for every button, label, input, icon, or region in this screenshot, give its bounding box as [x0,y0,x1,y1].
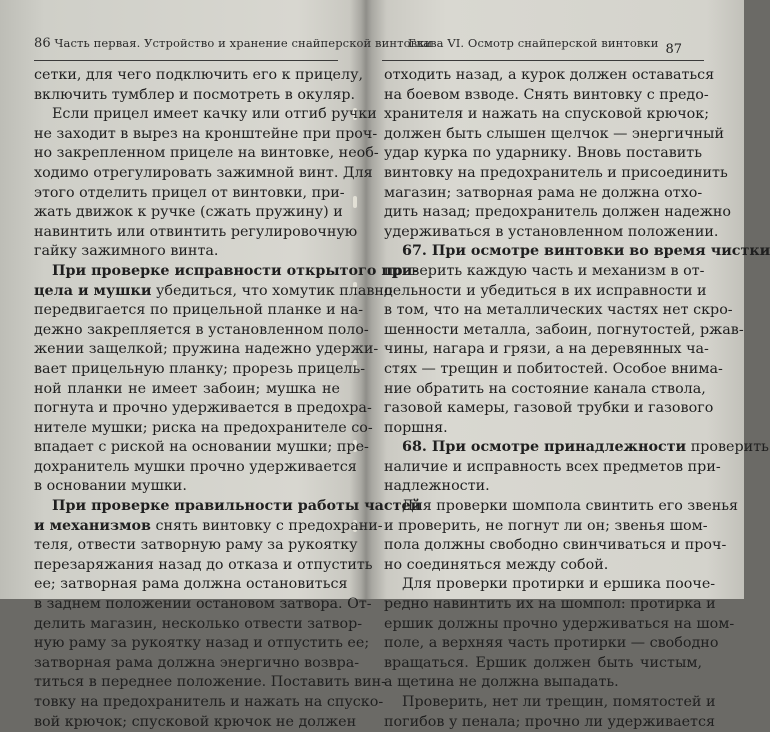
text-line [34,282,393,302]
line-text: но закрепленном прицеле на винтовке, необ- [34,145,379,162]
text-line [34,595,372,615]
page-number-left: 86 [34,36,51,51]
body-text-right [384,66,770,732]
text-line [34,575,348,595]
text-line [34,497,422,517]
text-line [384,497,739,517]
text-line [34,713,357,732]
text-line [34,105,377,125]
line-text: погнута и прочно удерживается в предохра- [34,400,372,417]
text-line [384,144,702,164]
header-rule-left [34,60,338,61]
text-line [34,536,358,556]
page-number-right: 87 [665,42,682,57]
line-text: удар курка по ударнику. Вновь поставить [384,145,702,162]
text-line [34,86,356,106]
text-line [384,203,732,223]
text-line [384,321,744,341]
line-text: товку на предохранитель и нажать на спуско- [34,694,384,710]
line-text: дельности и убедиться в их исправности и [384,282,707,299]
line-text: магазин; затворная рама не должна отхо- [384,184,703,201]
text-line [34,242,340,262]
text-line [34,340,379,360]
bold-heading-text: и механизмов [34,517,151,534]
line-text: в заднем положении остановом затвора. От- [34,596,372,613]
line-text: проверить [686,439,769,456]
text-line [384,66,715,86]
text-line [34,380,340,400]
line-text: пола должны свободно свинчиваться и проч- [384,537,727,554]
text-line [34,184,345,204]
line-text: Проверить, нет ли трещин, помятостей и [402,694,716,710]
line-text: снять винтовку с предохрани- [150,517,383,534]
line-text: перезаряжания назад до отказа и отпустить [34,556,373,573]
text-line [384,556,702,576]
text-line [34,223,358,243]
line-text: дить назад; предохранитель должен надежно [384,204,732,221]
line-text: не заходит в вырез на кронштейне при проч- [34,125,378,142]
text-line [34,419,373,439]
line-text: передвигается по прицельной планке и на- [34,302,364,319]
text-line [384,615,735,635]
header-rule-right [382,60,704,61]
line-text: в основании мушки. [34,478,187,495]
text-line [384,184,702,204]
text-line [384,575,716,595]
line-text: отходить назад, а курок должен оставаться [384,67,715,83]
text-line [384,654,702,674]
text-line [34,164,373,184]
text-line [34,654,360,674]
text-line [384,693,716,713]
line-text: впадает с риской на основании мушки; пре- [34,439,369,456]
line-text: удерживаться в установленном положении. [384,223,719,240]
text-line [34,66,364,86]
line-text: Если прицел имеет качку или отгиб ручки [52,106,377,123]
line-text: поле, а верхняя часть протирки — свободно [384,635,719,652]
text-line [384,673,702,693]
line-text: проверить каждую часть и механизм в от- [384,262,705,279]
line-text: и проверить, не погнут ли он; звенья шом- [384,517,708,534]
running-head-text-right: Глава VI. Осмотр снайперской винтовки [408,36,659,50]
line-text: вращаться. Ершик должен быть чистым, [384,654,702,671]
text-line [34,615,363,635]
line-text: ее; затворная рама должна остановиться [34,576,348,593]
text-line [384,301,733,321]
bold-heading-text: При проверке правильности работы частей [52,498,422,515]
text-line [384,340,709,360]
text-line [34,125,378,145]
text-line [384,380,706,400]
line-text: жать движок к ручке (сжать пружину) и [34,204,343,221]
line-text: теля, отвести затворную раму за рукоятку [34,537,358,554]
text-line [34,634,370,654]
line-text: затворная рама должна энергично возвра- [34,654,360,671]
text-line [34,438,369,458]
text-line [34,144,379,164]
line-text: убедиться, что хомутик плавно [151,282,393,299]
line-text: стях — трещин и побитостей. Особое внима- [384,360,723,377]
text-line [384,125,724,145]
line-text: гайку зажимного винта. [34,243,219,260]
line-text: включить тумблер и посмотреть в окуляр. [34,86,356,103]
text-line [384,105,710,125]
line-text: погибов у пенала; прочно ли удерживается [384,713,715,730]
line-text: но соединяться между собой. [384,556,609,573]
line-text: этого отделить прицел от винтовки, при- [34,184,345,201]
text-line [384,438,769,458]
line-text: поршня. [384,419,448,436]
text-line [34,360,366,380]
text-line [384,360,723,380]
line-text: чины, нагара и грязи, а на деревянных ча- [384,341,709,358]
text-line [34,693,384,713]
line-text: дежно закрепляется в установленном поло- [34,321,369,338]
line-text: в том, что на металлических частях нет скро- [384,302,733,319]
line-text: шенности металла, забоин, погнутостей, ржав- [384,321,744,338]
line-text: Для проверки шомпола свинтить его звенья [402,498,739,515]
text-line [34,458,357,478]
bold-heading-text: При проверке исправности открытого при- [52,262,419,279]
line-text: нителе мушки; риска на предохранителе со- [34,419,373,436]
bold-heading-text: цела и мушки [34,282,152,299]
bold-heading-text: 68. При осмотре принадлежности [402,439,687,456]
text-line [34,517,383,537]
line-text: вает прицельную планку; прорезь прицель- [34,360,366,377]
line-text: хранителя и нажать на спусковой крючок; [384,106,710,123]
line-text: винтовку на предохранитель и присоединить [384,164,728,181]
text-line [34,673,387,693]
text-line [384,282,707,302]
text-line [384,399,714,419]
line-text: ние обратить на состояние канала ствола, [384,380,706,397]
line-text: газовой камеры, газовой трубки и газового [384,400,714,417]
text-line [384,634,719,654]
text-line [384,517,708,537]
line-text: ную раму за рукоятку назад и отпустить ее; [34,635,370,652]
text-line [384,223,719,243]
text-line [384,164,728,184]
running-head-text-left: Часть первая. Устройство и хранение снайперской винтовки [54,36,433,50]
line-text: надлежности. [384,478,490,495]
line-text: Для проверки протирки и ершика пооче- [402,576,716,593]
line-text: должен быть слышен щелчок — энергичный [384,125,724,142]
text-line [384,262,705,282]
line-text: на боевом взводе. Снять винтовку с предо- [384,86,709,103]
text-line [34,556,373,576]
line-text: ходимо отрегулировать зажимной винт. Для [34,164,373,181]
line-text: жении защелкой; пружина надежно удержи- [34,341,379,358]
line-text: вой крючок; спусковой крючок не должен [34,713,357,730]
line-text: ершик должны прочно удерживаться на шом- [384,615,735,632]
text-line [34,301,364,321]
line-text: навинтить или отвинтить регулировочную [34,223,358,240]
text-line [34,399,372,419]
line-text: делить магазин, несколько отвести затвор- [34,615,363,632]
text-line [384,595,716,615]
text-line [34,262,419,282]
line-text: наличие и исправность всех предметов при- [384,458,721,475]
line-text: сетки, для чего подключить его к прицелу, [34,67,364,83]
text-line [384,536,727,556]
text-line [34,203,343,223]
right-page [362,0,770,730]
line-text: ной планки не имеет забоин; мушка не [34,380,340,397]
text-line [384,419,702,439]
running-head-right [408,36,658,50]
line-text: редно навинтить их на шомпол: протирка и [384,596,716,613]
line-text: а щетина не должна выпадать. [384,674,619,691]
bold-heading-text: 67. При осмотре винтовки во время чистки [402,243,770,260]
text-line [384,713,715,732]
text-line [34,477,340,497]
text-line [384,242,770,262]
text-line [34,321,369,341]
line-text: титься в переднее положение. Поставить вин- [34,674,387,691]
text-line [384,477,702,497]
text-line [384,458,721,478]
text-line [384,86,709,106]
line-text: дохранитель мушки прочно удерживается [34,458,357,475]
